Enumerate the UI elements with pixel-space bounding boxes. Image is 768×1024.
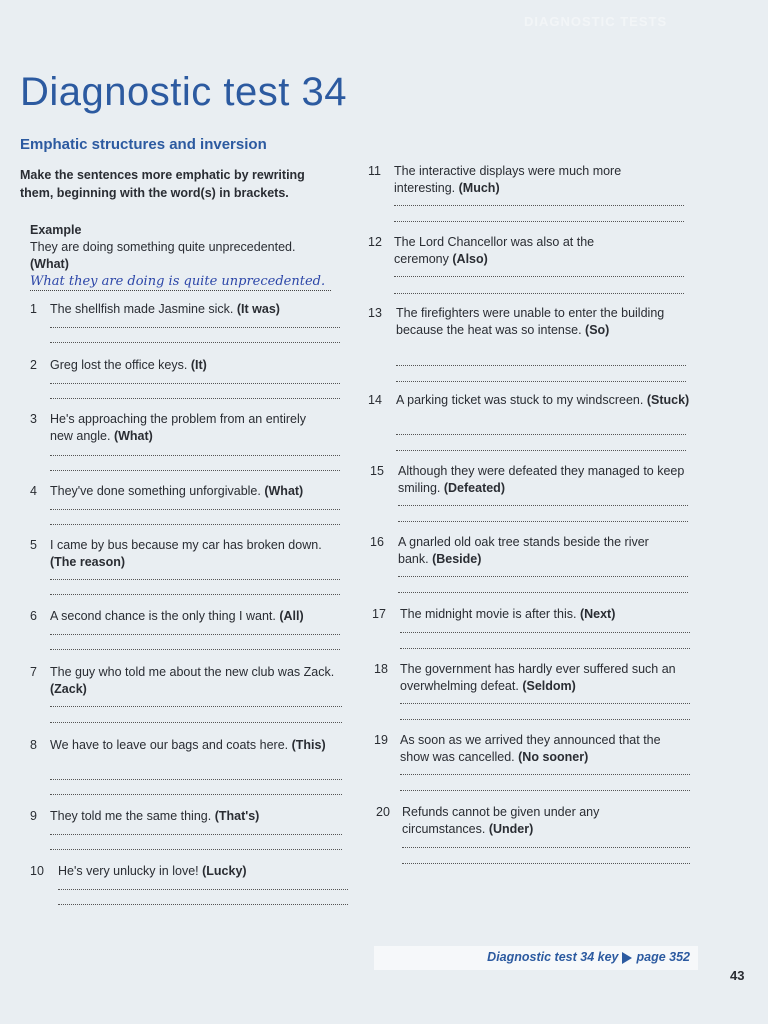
answer-line[interactable]	[400, 790, 690, 791]
answer-line[interactable]	[50, 524, 340, 525]
answer-line[interactable]	[400, 632, 690, 633]
question-cue: (What)	[264, 484, 304, 498]
question-number: 8	[30, 738, 37, 752]
page-title: Diagnostic test 34	[20, 70, 347, 114]
example-label: Example	[30, 223, 82, 237]
question-cue: (Defeated)	[443, 481, 505, 495]
question-cue: (So)	[585, 323, 610, 337]
question-text: He's very unlucky in love! (Lucky)	[58, 864, 247, 878]
question-number: 18	[374, 662, 388, 676]
question-cue: (Much)	[458, 181, 500, 195]
answer-line[interactable]	[58, 904, 348, 905]
example-sentence: They are doing something quite unprecedented.	[30, 240, 296, 254]
question-number: 2	[30, 358, 37, 372]
answer-line[interactable]	[50, 722, 342, 723]
question-number: 15	[370, 464, 384, 478]
answer-key-link[interactable]	[374, 946, 698, 970]
answer-line[interactable]	[50, 327, 340, 328]
question-text: The firefighters were unable to enter the building because the heat was so intense. (So)	[396, 306, 665, 337]
question-number: 19	[374, 733, 388, 747]
arrow-right-icon	[622, 952, 632, 964]
question-cue: (Under)	[488, 822, 534, 836]
question-text: The guy who told me about the new club was Zack. (Zack)	[50, 665, 335, 696]
question-text: He's approaching the problem from an entirely new angle. (What)	[50, 412, 306, 443]
question-text: The Lord Chancellor was also at the ceremony (Also)	[394, 235, 595, 266]
question-text: I came by bus because my car has broken down. (The reason)	[50, 538, 322, 569]
question-number: 14	[368, 393, 382, 407]
answer-line[interactable]	[400, 774, 690, 775]
question-text: They told me the same thing. (That's)	[50, 809, 260, 823]
question-cue: (All)	[279, 609, 304, 623]
question-cue: (That's)	[214, 809, 260, 823]
question-text: The shellfish made Jasmine sick. (It was)	[50, 302, 280, 316]
question-text: A parking ticket was stuck to my windscreen. (Stuck)	[396, 393, 690, 407]
answer-line[interactable]	[394, 276, 684, 277]
answer-line[interactable]	[400, 648, 690, 649]
answer-key-text: Diagnostic test 34 key page 352	[487, 950, 690, 964]
question-text: We have to leave our bags and coats here. (This)	[50, 738, 326, 752]
answer-line[interactable]	[398, 592, 688, 593]
answer-line[interactable]	[50, 383, 340, 384]
question-cue: (It was)	[236, 302, 280, 316]
question-number: 20	[376, 805, 390, 819]
question-text: They've done something unforgivable. (What)	[50, 484, 304, 498]
answer-line[interactable]	[50, 509, 340, 510]
instructions: Make the sentences more emphatic by rewriting them, beginning with the word(s) in brackets.	[20, 168, 305, 200]
answer-line[interactable]	[50, 634, 340, 635]
answer-line[interactable]	[398, 505, 688, 506]
question-cue: (Lucky)	[202, 864, 247, 878]
answer-line[interactable]	[396, 450, 686, 451]
page-number: 43	[730, 968, 745, 983]
question-cue: (Next)	[579, 607, 616, 621]
answer-line[interactable]	[50, 649, 340, 650]
answer-line[interactable]	[396, 365, 686, 366]
question-number: 7	[30, 665, 37, 679]
answer-line[interactable]	[398, 521, 688, 522]
answer-line[interactable]	[402, 847, 690, 848]
answer-line[interactable]	[50, 706, 342, 707]
question-cue: (Also)	[452, 252, 488, 266]
question-text: Although they were defeated they managed to keep smiling. (Defeated)	[398, 464, 685, 495]
question-cue: (Beside)	[432, 552, 482, 566]
question-text: As soon as we arrived they announced that the show was cancelled. (No sooner)	[400, 733, 661, 764]
question-cue: (The reason)	[50, 555, 126, 569]
question-cue: (What)	[113, 429, 153, 443]
question-text: A second chance is the only thing I want. (All)	[50, 609, 304, 623]
answer-line[interactable]	[50, 579, 340, 580]
question-text: The midnight movie is after this. (Next)	[400, 607, 616, 621]
question-number: 1	[30, 302, 37, 316]
answer-line[interactable]	[50, 779, 342, 780]
answer-line[interactable]	[50, 455, 340, 456]
answer-line[interactable]	[394, 293, 684, 294]
question-number: 5	[30, 538, 37, 552]
question-text: The interactive displays were much more interesting. (Much)	[394, 164, 622, 195]
question-number: 13	[368, 306, 382, 320]
answer-line[interactable]	[394, 221, 684, 222]
example-cue: (What)	[30, 257, 69, 271]
question-number: 11	[368, 164, 381, 178]
question-text: Refunds cannot be given under any circumstances. (Under)	[402, 805, 600, 836]
example-answer: What they are doing is quite unprecedented.	[30, 273, 331, 291]
answer-line[interactable]	[396, 381, 686, 382]
question-number: 12	[368, 235, 382, 249]
question-number: 10	[30, 864, 44, 878]
question-number: 16	[370, 535, 384, 549]
question-number: 6	[30, 609, 37, 623]
answer-line[interactable]	[400, 719, 690, 720]
answer-line[interactable]	[50, 594, 340, 595]
question-cue: (Stuck)	[646, 393, 690, 407]
answer-line[interactable]	[398, 576, 688, 577]
question-text: The government has hardly ever suffered such an overwhelming defeat. (Seldom)	[400, 662, 676, 693]
question-cue: (It)	[190, 358, 207, 372]
question-cue: (Seldom)	[522, 679, 576, 693]
answer-line[interactable]	[50, 398, 340, 399]
question-number: 17	[372, 607, 386, 621]
question-cue: (Zack)	[50, 682, 87, 696]
question-text: Greg lost the office keys. (It)	[50, 358, 207, 372]
answer-line[interactable]	[396, 434, 686, 435]
question-cue: (No sooner)	[518, 750, 589, 764]
answer-line[interactable]	[50, 849, 342, 850]
answer-line[interactable]	[50, 834, 342, 835]
answer-line[interactable]	[58, 889, 348, 890]
question-number: 4	[30, 484, 37, 498]
answer-line[interactable]	[400, 703, 690, 704]
question-number: 3	[30, 412, 37, 426]
answer-line[interactable]	[402, 863, 690, 864]
question-cue: (This)	[291, 738, 326, 752]
answer-line[interactable]	[50, 342, 340, 343]
answer-line[interactable]	[50, 470, 340, 471]
question-text: A gnarled old oak tree stands beside the river bank. (Beside)	[398, 535, 649, 566]
question-number: 9	[30, 809, 37, 823]
answer-line[interactable]	[50, 794, 342, 795]
section-header-label: DIAGNOSTIC TESTS	[524, 14, 668, 29]
example-block	[30, 222, 350, 291]
section-heading: Emphatic structures and inversion	[20, 136, 267, 153]
answer-line[interactable]	[394, 205, 684, 206]
